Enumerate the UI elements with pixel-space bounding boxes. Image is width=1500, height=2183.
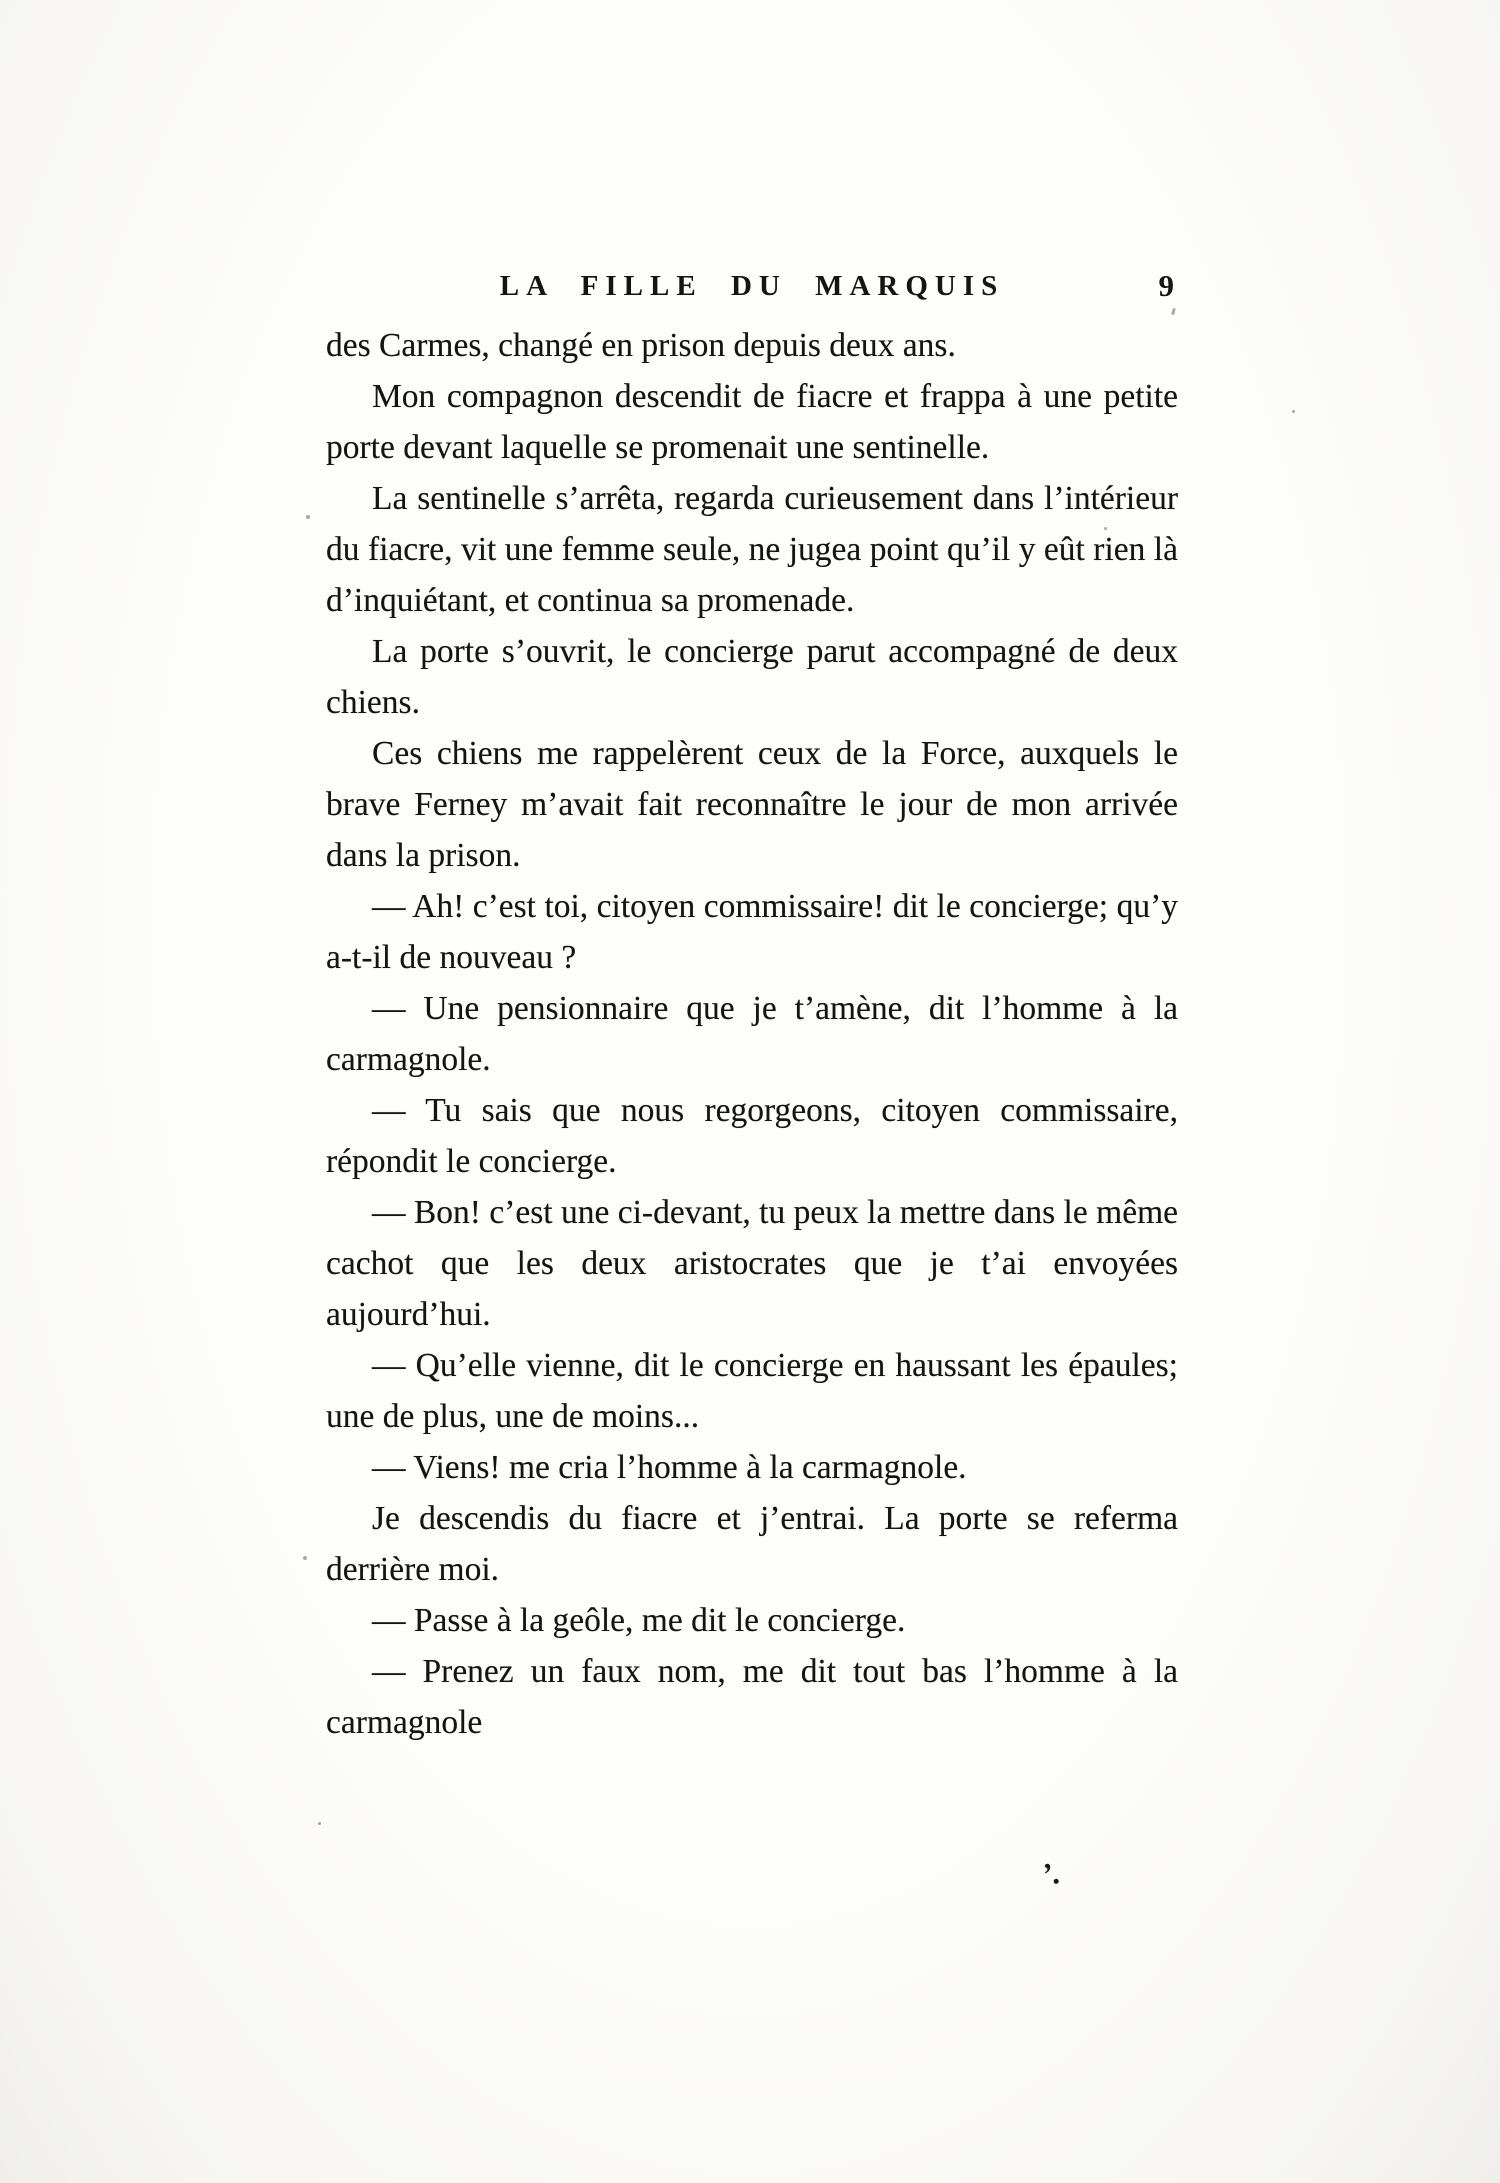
paragraph: — Ah! c’est toi, citoyen commissaire! dit le concierge; qu’y a-t-il de nouveau ? xyxy=(326,888,1178,976)
paragraph: — Qu’elle vienne, dit le concierge en haussant les épaules; une de plus, une de moins... xyxy=(326,1347,1178,1435)
running-title: LA FILLE DU MARQUIS xyxy=(499,270,1005,302)
scan-speck xyxy=(318,1822,321,1825)
paragraph: — Passe à la geôle, me dit le concierge. xyxy=(372,1602,906,1639)
scan-speck xyxy=(303,1556,307,1560)
paragraph: — Tu sais que nous regorgeons, citoyen commissaire, répondit le concierge. xyxy=(326,1092,1178,1180)
scan-speck xyxy=(1104,527,1107,530)
paragraph: Ces chiens me rappelèrent ceux de la Force, auxquels le brave Ferney m’avait fait reconnaître le jour de mon arrivée dans la prison. xyxy=(326,735,1178,874)
text-block xyxy=(326,320,1178,1748)
paragraph: — Bon! c’est une ci-devant, tu peux la mettre dans le même cachot que les deux aristocrates que je t’ai envoyées aujourd’hui. xyxy=(326,1194,1178,1333)
running-head xyxy=(326,270,1178,310)
paragraph: — Viens! me cria l’homme à la carmagnole. xyxy=(372,1449,967,1486)
scan-speck xyxy=(1292,410,1295,413)
paragraph: — Prenez un faux nom, me dit tout bas l’homme à la carmagnole xyxy=(326,1653,1178,1741)
paragraph: Je descendis du fiacre et j’entrai. La porte se referma derrière moi. xyxy=(326,1500,1178,1588)
paragraph: La sentinelle s’arrêta, regarda curieusement dans l’intérieur du fiacre, vit une femme seule, ne jugea point qu’il y eût rien là d’inquiétant, et continua sa promenade. xyxy=(326,480,1178,619)
page-number: 9 xyxy=(1158,268,1174,303)
scan-speck xyxy=(306,515,310,519)
scan-speck xyxy=(1171,308,1176,316)
paragraph: — Une pensionnaire que je t’amène, dit l’homme à la carmagnole. xyxy=(326,990,1178,1078)
paragraph: La porte s’ouvrit, le concierge parut accompagné de deux chiens. xyxy=(326,633,1178,721)
paragraph: des Carmes, changé en prison depuis deux ans. xyxy=(326,327,956,364)
ink-mark: ʼ. xyxy=(1039,1854,1063,1893)
paragraph: Mon compagnon descendit de fiacre et frappa à une petite porte devant laquelle se promenait une sentinelle. xyxy=(326,378,1178,466)
